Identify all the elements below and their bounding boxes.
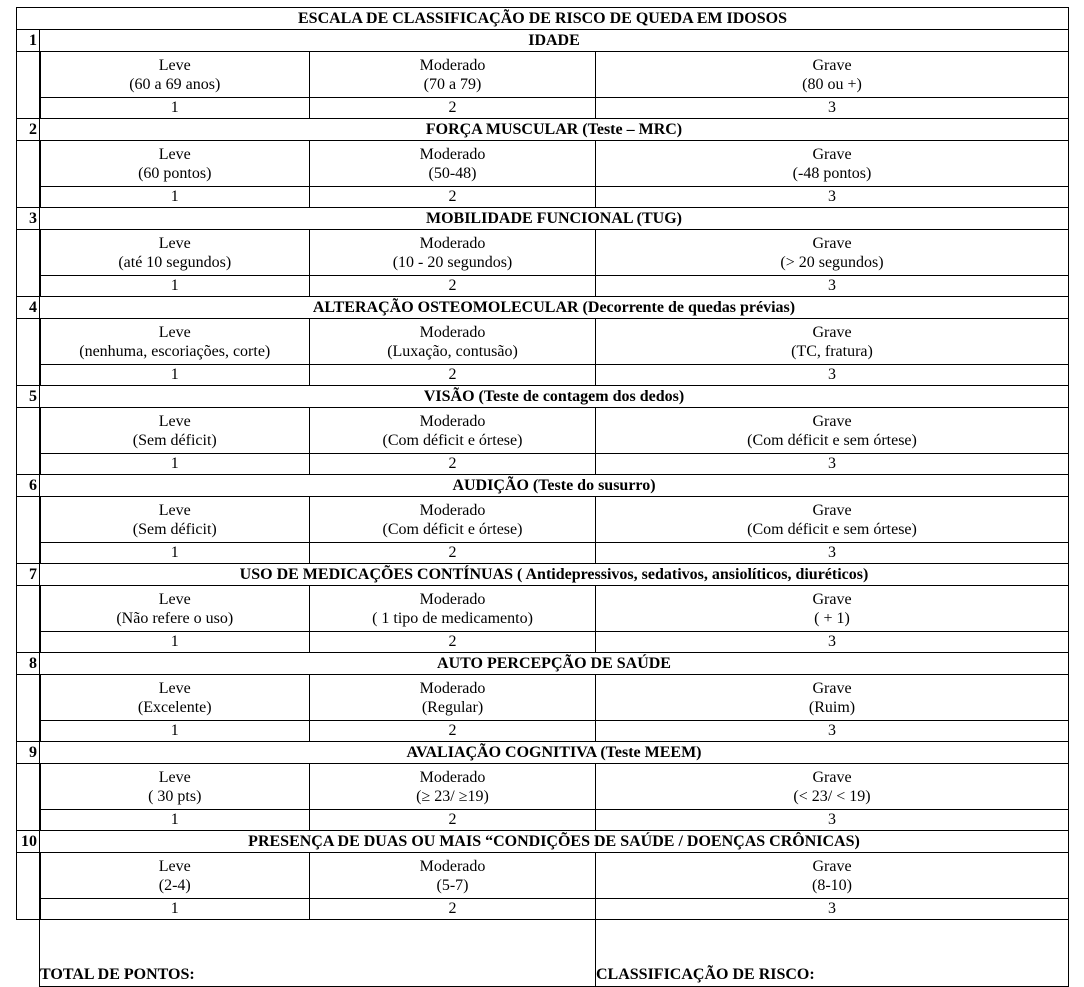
title-row [17, 8, 1069, 30]
section-header-row [17, 297, 1069, 319]
option-moderado [310, 52, 596, 98]
option-label: Moderado [419, 501, 486, 519]
section-spacer [17, 675, 40, 742]
option-leve [40, 764, 310, 810]
section-header-row [17, 564, 1069, 586]
option-label: Moderado [419, 768, 486, 786]
section-number: 1 [17, 30, 40, 52]
section-scores-row [17, 543, 1069, 564]
footer-row [17, 920, 1069, 987]
section-scores-row [17, 365, 1069, 386]
option-detail: (Com déficit e sem órtese) [747, 431, 917, 449]
section-spacer [17, 497, 40, 564]
option-detail: (60 a 69 anos) [129, 75, 221, 93]
score-leve: 1 [40, 276, 310, 297]
option-detail: (Regular) [421, 698, 484, 716]
score-moderado: 2 [310, 543, 596, 564]
option-label: Leve [158, 323, 191, 341]
section-header-row [17, 119, 1069, 141]
section-options-row [17, 230, 1069, 276]
score-leve: 1 [40, 632, 310, 653]
section-scores-row [17, 187, 1069, 208]
option-detail: (Com déficit e sem órtese) [747, 520, 917, 538]
score-grave: 3 [596, 454, 1069, 475]
section-scores-row [17, 454, 1069, 475]
section-number: 6 [17, 475, 40, 497]
option-label: Moderado [419, 590, 486, 608]
section-options-row [17, 408, 1069, 454]
option-label: Moderado [419, 857, 486, 875]
option-detail: ( + 1) [814, 609, 850, 627]
score-moderado: 2 [310, 632, 596, 653]
option-detail: (50-48) [428, 164, 477, 182]
section-scores-row [17, 810, 1069, 831]
option-label: Grave [812, 412, 852, 430]
section-title: MOBILIDADE FUNCIONAL (TUG) [40, 208, 1069, 230]
table-title: ESCALA DE CLASSIFICAÇÃO DE RISCO DE QUEDA EM IDOSOS [17, 8, 1069, 30]
section-title: USO DE MEDICAÇÕES CONTÍNUAS ( Antidepressivos, sedativos, ansiolíticos, diuréticos) [40, 564, 1069, 586]
option-moderado [310, 497, 596, 543]
option-label: Grave [812, 234, 852, 252]
section-scores-row [17, 721, 1069, 742]
section-title: PRESENÇA DE DUAS OU MAIS “CONDIÇÕES DE SAÚDE / DOENÇAS CRÔNICAS) [40, 831, 1069, 853]
footer-blank [17, 920, 40, 987]
option-grave [596, 408, 1069, 454]
score-leve: 1 [40, 98, 310, 119]
option-leve [40, 675, 310, 721]
section-options-row [17, 764, 1069, 810]
section-header-row [17, 208, 1069, 230]
section-options-row [17, 52, 1069, 98]
section-title: FORÇA MUSCULAR (Teste – MRC) [40, 119, 1069, 141]
section-header-row [17, 386, 1069, 408]
option-grave [596, 586, 1069, 632]
option-grave [596, 319, 1069, 365]
score-leve: 1 [40, 899, 310, 920]
option-label: Grave [812, 501, 852, 519]
option-moderado [310, 675, 596, 721]
option-detail: (Não refere o uso) [116, 609, 234, 627]
option-leve [40, 853, 310, 899]
option-moderado [310, 586, 596, 632]
option-detail: (70 a 79) [423, 75, 482, 93]
score-moderado: 2 [310, 899, 596, 920]
section-number: 9 [17, 742, 40, 764]
option-moderado [310, 230, 596, 276]
section-number: 10 [17, 831, 40, 853]
score-grave: 3 [596, 365, 1069, 386]
option-detail: (nenhuma, escoriações, corte) [79, 342, 271, 360]
risk-scale-table [16, 7, 1069, 987]
option-moderado [310, 408, 596, 454]
score-grave: 3 [596, 632, 1069, 653]
section-options-row [17, 853, 1069, 899]
option-label: Moderado [419, 412, 486, 430]
section-title: ALTERAÇÃO OSTEOMOLECULAR (Decorrente de quedas prévias) [40, 297, 1069, 319]
section-spacer [17, 52, 40, 119]
option-detail: ( 1 tipo de medicamento) [372, 609, 533, 627]
option-detail: (Ruim) [808, 698, 856, 716]
option-grave [596, 141, 1069, 187]
section-title: VISÃO (Teste de contagem dos dedos) [40, 386, 1069, 408]
option-label: Grave [812, 679, 852, 697]
section-header-row [17, 742, 1069, 764]
option-detail: ( 30 pts) [148, 787, 202, 805]
option-leve [40, 319, 310, 365]
risk-classification-field[interactable]: CLASSIFICAÇÃO DE RISCO: [596, 920, 1069, 987]
option-label: Leve [158, 679, 191, 697]
score-grave: 3 [596, 810, 1069, 831]
section-options-row [17, 675, 1069, 721]
option-label: Leve [158, 590, 191, 608]
section-options-row [17, 497, 1069, 543]
score-grave: 3 [596, 721, 1069, 742]
section-spacer [17, 230, 40, 297]
section-title: IDADE [40, 30, 1069, 52]
option-label: Leve [158, 412, 191, 430]
section-title: AUTO PERCEPÇÃO DE SAÚDE [40, 653, 1069, 675]
option-detail: (Com déficit e órtese) [382, 431, 523, 449]
total-points-field[interactable]: TOTAL DE PONTOS: [40, 920, 596, 987]
section-spacer [17, 764, 40, 831]
score-leve: 1 [40, 187, 310, 208]
option-grave [596, 853, 1069, 899]
option-leve [40, 141, 310, 187]
section-number: 2 [17, 119, 40, 141]
option-leve [40, 230, 310, 276]
option-label: Grave [812, 145, 852, 163]
option-label: Moderado [419, 234, 486, 252]
section-header-row [17, 653, 1069, 675]
score-grave: 3 [596, 543, 1069, 564]
section-spacer [17, 319, 40, 386]
score-grave: 3 [596, 98, 1069, 119]
option-detail: (80 ou +) [802, 75, 862, 93]
section-number: 3 [17, 208, 40, 230]
score-moderado: 2 [310, 454, 596, 475]
section-spacer [17, 586, 40, 653]
option-detail: (Luxação, contusão) [387, 342, 518, 360]
option-label: Grave [812, 590, 852, 608]
option-grave [596, 497, 1069, 543]
option-label: Grave [812, 768, 852, 786]
option-detail: (-48 pontos) [792, 164, 872, 182]
option-label: Moderado [419, 56, 486, 74]
option-detail: (até 10 segundos) [118, 253, 232, 271]
score-leve: 1 [40, 454, 310, 475]
option-detail: (> 20 segundos) [780, 253, 884, 271]
score-moderado: 2 [310, 721, 596, 742]
option-moderado [310, 319, 596, 365]
score-moderado: 2 [310, 810, 596, 831]
option-detail: (TC, fratura) [791, 342, 873, 360]
option-detail: (8-10) [812, 876, 852, 894]
score-leve: 1 [40, 543, 310, 564]
option-label: Leve [158, 56, 191, 74]
section-options-row [17, 141, 1069, 187]
option-leve [40, 497, 310, 543]
option-label: Grave [812, 56, 852, 74]
score-grave: 3 [596, 187, 1069, 208]
section-header-row [17, 30, 1069, 52]
section-number: 7 [17, 564, 40, 586]
option-grave [596, 52, 1069, 98]
option-grave [596, 675, 1069, 721]
option-detail: (Sem déficit) [132, 520, 217, 538]
option-label: Leve [158, 145, 191, 163]
score-leve: 1 [40, 810, 310, 831]
option-label: Leve [158, 234, 191, 252]
option-detail: (2-4) [158, 876, 191, 894]
option-detail: (Com déficit e órtese) [382, 520, 523, 538]
score-leve: 1 [40, 365, 310, 386]
option-grave [596, 230, 1069, 276]
section-header-row [17, 831, 1069, 853]
option-detail: (Excelente) [137, 698, 212, 716]
option-label: Leve [158, 501, 191, 519]
section-spacer [17, 853, 40, 920]
section-spacer [17, 141, 40, 208]
option-label: Moderado [419, 679, 486, 697]
option-leve [40, 586, 310, 632]
option-label: Leve [158, 857, 191, 875]
section-scores-row [17, 276, 1069, 297]
option-detail: (60 pontos) [138, 164, 212, 182]
option-label: Grave [812, 323, 852, 341]
option-moderado [310, 764, 596, 810]
section-title: AUDIÇÃO (Teste do susurro) [40, 475, 1069, 497]
option-detail: (10 - 20 segundos) [392, 253, 513, 271]
score-grave: 3 [596, 899, 1069, 920]
option-label: Leve [158, 768, 191, 786]
section-title: AVALIAÇÃO COGNITIVA (Teste MEEM) [40, 742, 1069, 764]
option-detail: (Sem déficit) [132, 431, 217, 449]
score-moderado: 2 [310, 187, 596, 208]
section-number: 8 [17, 653, 40, 675]
section-scores-row [17, 632, 1069, 653]
option-moderado [310, 141, 596, 187]
score-grave: 3 [596, 276, 1069, 297]
option-label: Moderado [419, 323, 486, 341]
option-detail: (5-7) [436, 876, 469, 894]
option-leve [40, 52, 310, 98]
section-header-row [17, 475, 1069, 497]
score-moderado: 2 [310, 365, 596, 386]
option-label: Grave [812, 857, 852, 875]
option-detail: (≥ 23/ ≥19) [416, 787, 489, 805]
option-grave [596, 764, 1069, 810]
score-moderado: 2 [310, 98, 596, 119]
score-leve: 1 [40, 721, 310, 742]
option-label: Moderado [419, 145, 486, 163]
option-leve [40, 408, 310, 454]
section-number: 4 [17, 297, 40, 319]
section-scores-row [17, 899, 1069, 920]
section-scores-row [17, 98, 1069, 119]
section-number: 5 [17, 386, 40, 408]
section-spacer [17, 408, 40, 475]
section-options-row [17, 586, 1069, 632]
option-detail: (< 23/ < 19) [793, 787, 871, 805]
option-moderado [310, 853, 596, 899]
score-moderado: 2 [310, 276, 596, 297]
section-options-row [17, 319, 1069, 365]
